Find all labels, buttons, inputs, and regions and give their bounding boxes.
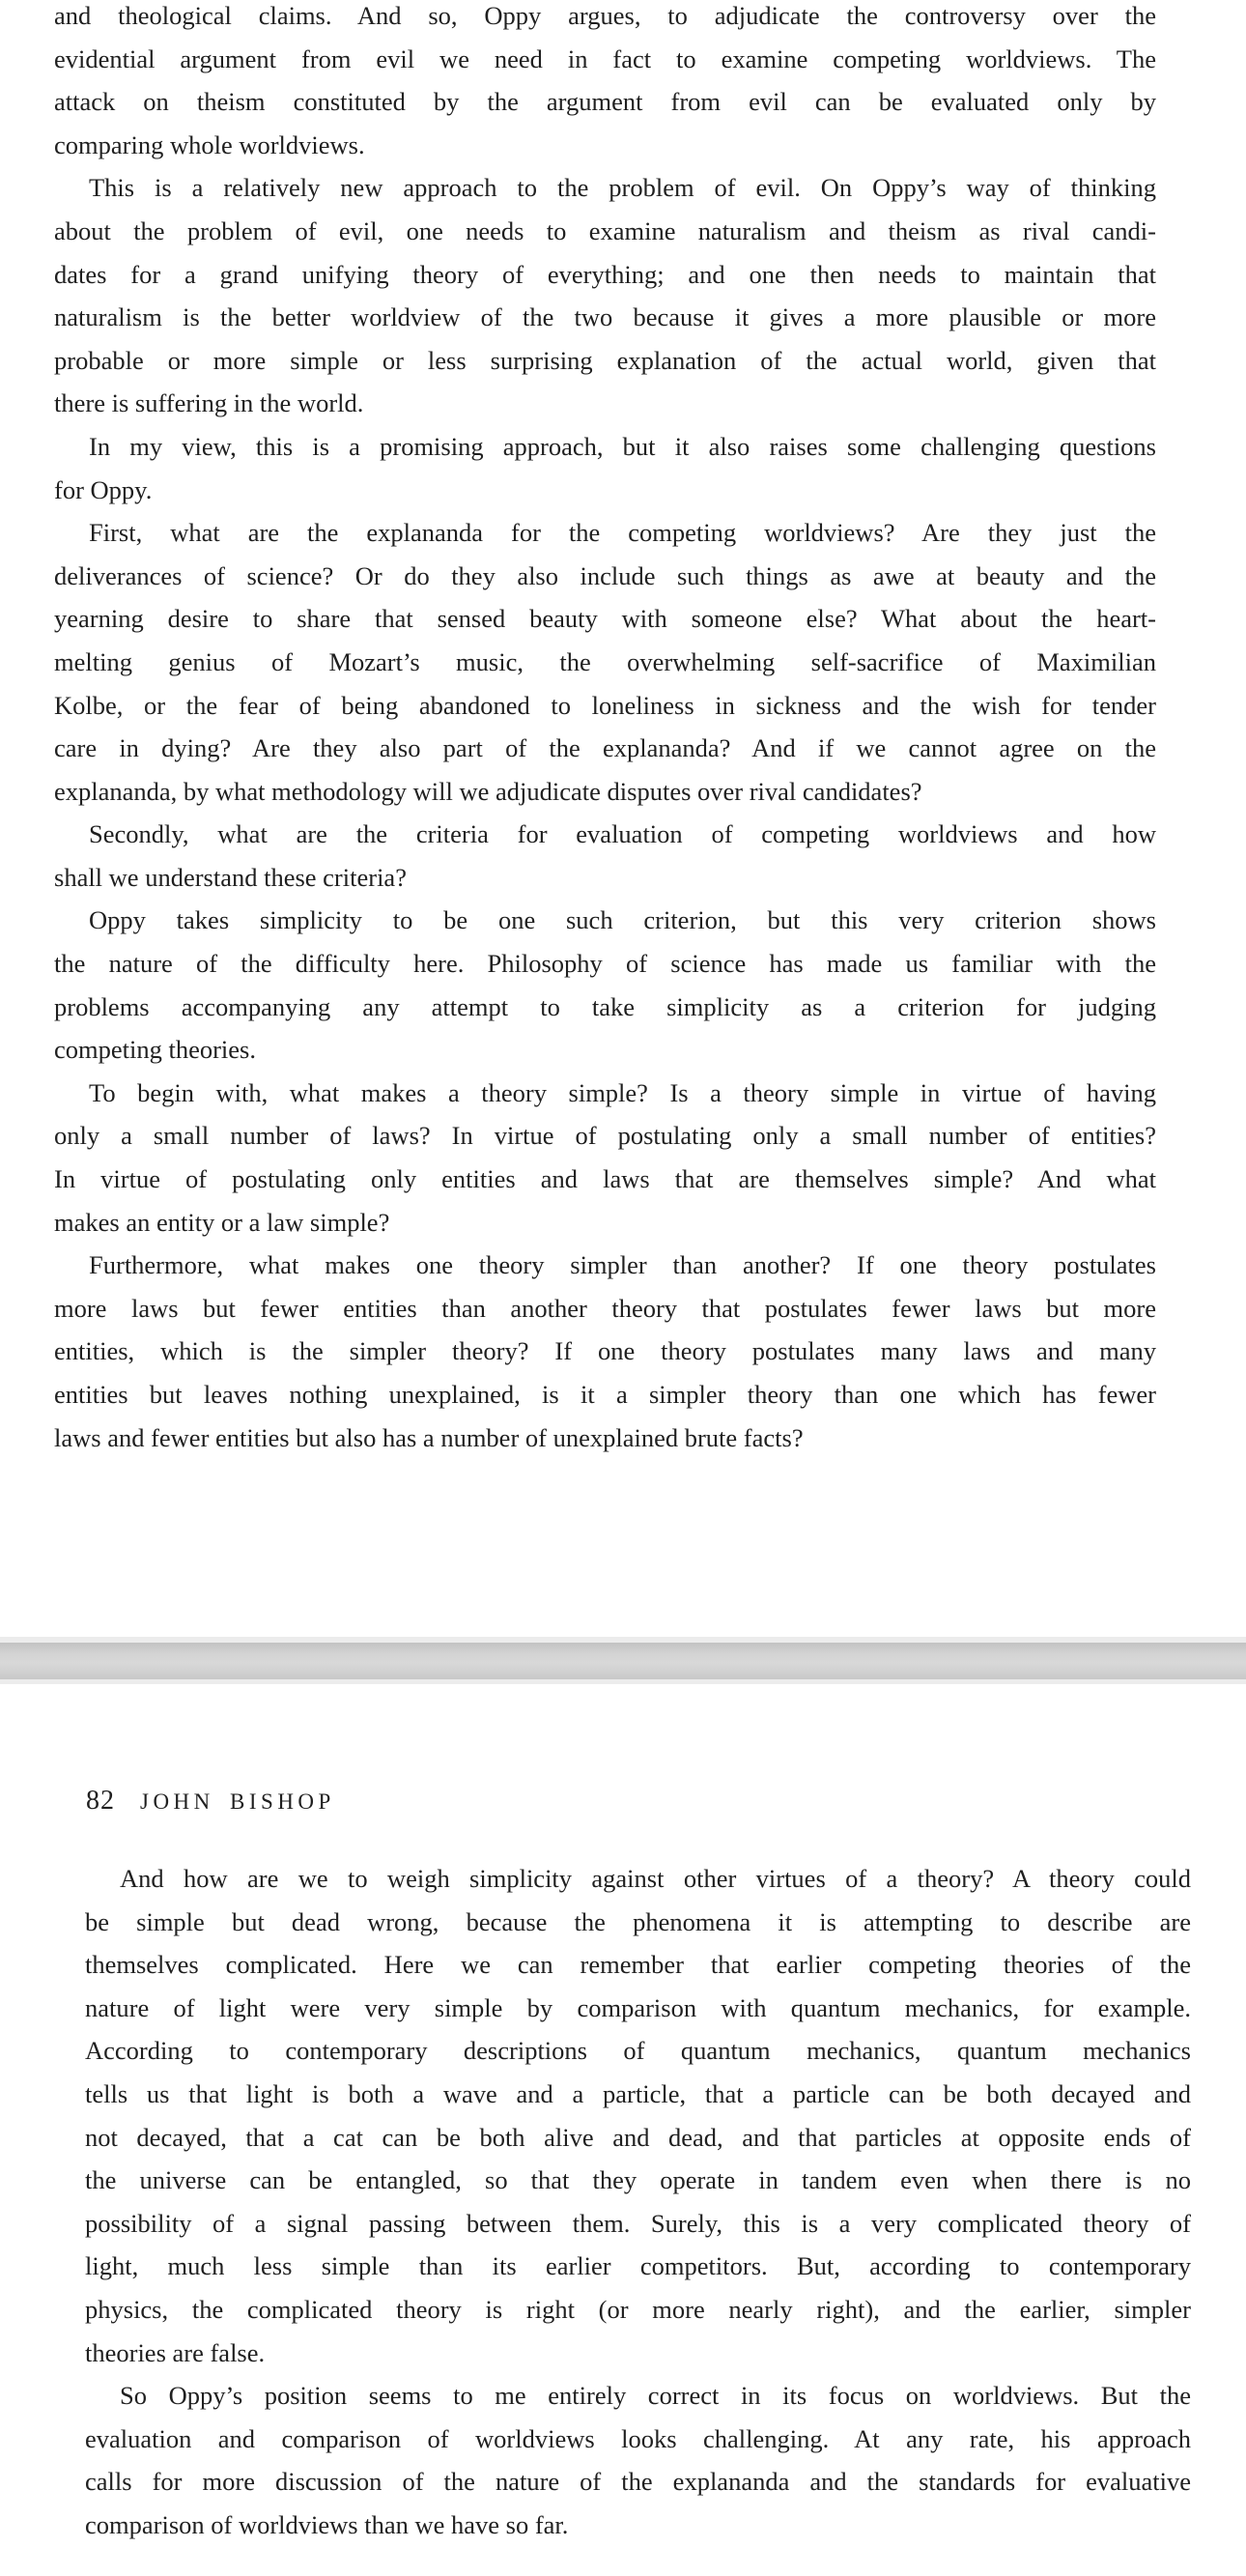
page-number: 82: [86, 1786, 115, 1816]
text-line: Oppy takes simplicity to be one such criterion, but this very criterion shows: [89, 905, 1156, 935]
text-line: shall we understand these criteria?: [54, 862, 407, 892]
text-line: comparing whole worldviews.: [54, 129, 365, 159]
text-line: not decayed, that a cat can be both alive and dead, and that particles at opposite ends of: [85, 2122, 1191, 2152]
text-line: laws and fewer entities but also has a number of unexplained brute facts?: [54, 1422, 804, 1452]
page-divider-bottom-edge: [0, 1679, 1246, 1684]
text-line: calls for more discussion of the nature of the explananda and the standards for evaluative: [85, 2467, 1191, 2497]
text-line: the nature of the difficulty here. Philosophy of science has made us familiar with the: [54, 949, 1156, 979]
text-line: evaluation and comparison of worldviews looks challenging. At any rate, his approach: [85, 2423, 1191, 2453]
text-line: melting genius of Mozart’s music, the overwhelming self-sacrifice of Maximilian: [54, 646, 1156, 676]
text-line: the universe can be entangled, so that they operate in tandem even when there is no: [85, 2165, 1191, 2195]
page-2-text-block: [85, 1857, 1191, 2547]
text-line: competing theories.: [54, 1035, 256, 1065]
text-line: Furthermore, what makes one theory simpler than another? If one theory postulates: [89, 1250, 1156, 1280]
text-line: there is suffering in the world.: [54, 388, 364, 418]
text-line: makes an entity or a law simple?: [54, 1207, 390, 1237]
running-header: [86, 1786, 335, 1817]
text-line: entities but leaves nothing unexplained, is it a simpler theory than one which has fewer: [54, 1380, 1156, 1409]
text-line: To begin with, what makes a theory simple? Is a theory simple in virtue of having: [89, 1077, 1156, 1107]
text-line: only a small number of laws? In virtue of postulating only a small number of entities?: [54, 1121, 1156, 1151]
text-line: comparison of worldviews than we have so far.: [85, 2509, 569, 2539]
text-line: about the problem of evil, one needs to examine naturalism and theism as rival candi-: [54, 215, 1156, 245]
text-line: deliverances of science? Or do they also include such things as awe at beauty and the: [54, 560, 1156, 590]
text-line: tells us that light is both a wave and a particle, that a particle can be both decayed and: [85, 2078, 1191, 2108]
text-line: attack on theism constituted by the argument from evil can be evaluated only by: [54, 87, 1156, 117]
text-line: explananda, by what methodology will we adjudicate disputes over rival candidates?: [54, 776, 922, 806]
text-line: and theological claims. And so, Oppy argues, to adjudicate the controversy over the: [54, 1, 1156, 30]
text-line: And how are we to weigh simplicity against other virtues of a theory? A theory could: [120, 1864, 1191, 1893]
text-line: be simple but dead wrong, because the phenomena it is attempting to describe are: [85, 1906, 1191, 1936]
text-line: In my view, this is a promising approach, but it also raises some challenging questions: [89, 431, 1156, 461]
text-line: care in dying? Are they also part of the explananda? And if we cannot agree on the: [54, 733, 1156, 763]
text-line: According to contemporary descriptions of quantum mechanics, quantum mechanics: [85, 2036, 1191, 2066]
text-line: Kolbe, or the fear of being abandoned to loneliness in sickness and the wish for tender: [54, 690, 1156, 720]
text-line: theories are false.: [85, 2337, 266, 2367]
text-line: light, much less simple than its earlier competitors. But, according to contemporary: [85, 2251, 1191, 2281]
page-divider-groove: [0, 1643, 1246, 1679]
text-line: probable or more simple or less surprising explanation of the actual world, given that: [54, 345, 1156, 375]
text-line: problems accompanying any attempt to take simplicity as a criterion for judging: [54, 991, 1156, 1021]
text-line: First, what are the explananda for the competing worldviews? Are they just the: [89, 518, 1156, 548]
text-line: entities, which is the simpler theory? If one theory postulates many laws and many: [54, 1336, 1156, 1366]
text-line: for Oppy.: [54, 474, 153, 504]
text-line: dates for a grand unifying theory of everything; and one then needs to maintain that: [54, 259, 1156, 289]
text-line: evidential argument from evil we need in fact to examine competing worldviews. The: [54, 43, 1156, 73]
text-line: possibility of a signal passing between them. Surely, this is a very complicated theory of: [85, 2208, 1191, 2238]
text-line: more laws but fewer entities than another theory that postulates fewer laws but more: [54, 1293, 1156, 1323]
text-line: Secondly, what are the criteria for evaluation of competing worldviews and how: [89, 819, 1156, 849]
text-line: In virtue of postulating only entities and laws that are themselves simple? And what: [54, 1164, 1156, 1194]
text-line: naturalism is the better worldview of the two because it gives a more plausible or more: [54, 302, 1156, 332]
page-divider: [0, 1637, 1246, 1684]
text-line: So Oppy’s position seems to me entirely correct in its focus on worldviews. But the: [120, 2381, 1191, 2411]
text-line: themselves complicated. Here we can remember that earlier competing theories of the: [85, 1950, 1191, 1980]
text-line: This is a relatively new approach to the problem of evil. On Oppy’s way of thinking: [89, 173, 1156, 203]
text-line: physics, the complicated theory is right (or more nearly right), and the earlier, simpler: [85, 2294, 1191, 2324]
page-1-text-block: [54, 0, 1156, 1459]
text-line: yearning desire to share that sensed beauty with someone else? What about the heart-: [54, 604, 1156, 634]
running-title-author: JOHN BISHOP: [140, 1789, 335, 1814]
text-line: nature of light were very simple by comparison with quantum mechanics, for example.: [85, 1992, 1191, 2022]
